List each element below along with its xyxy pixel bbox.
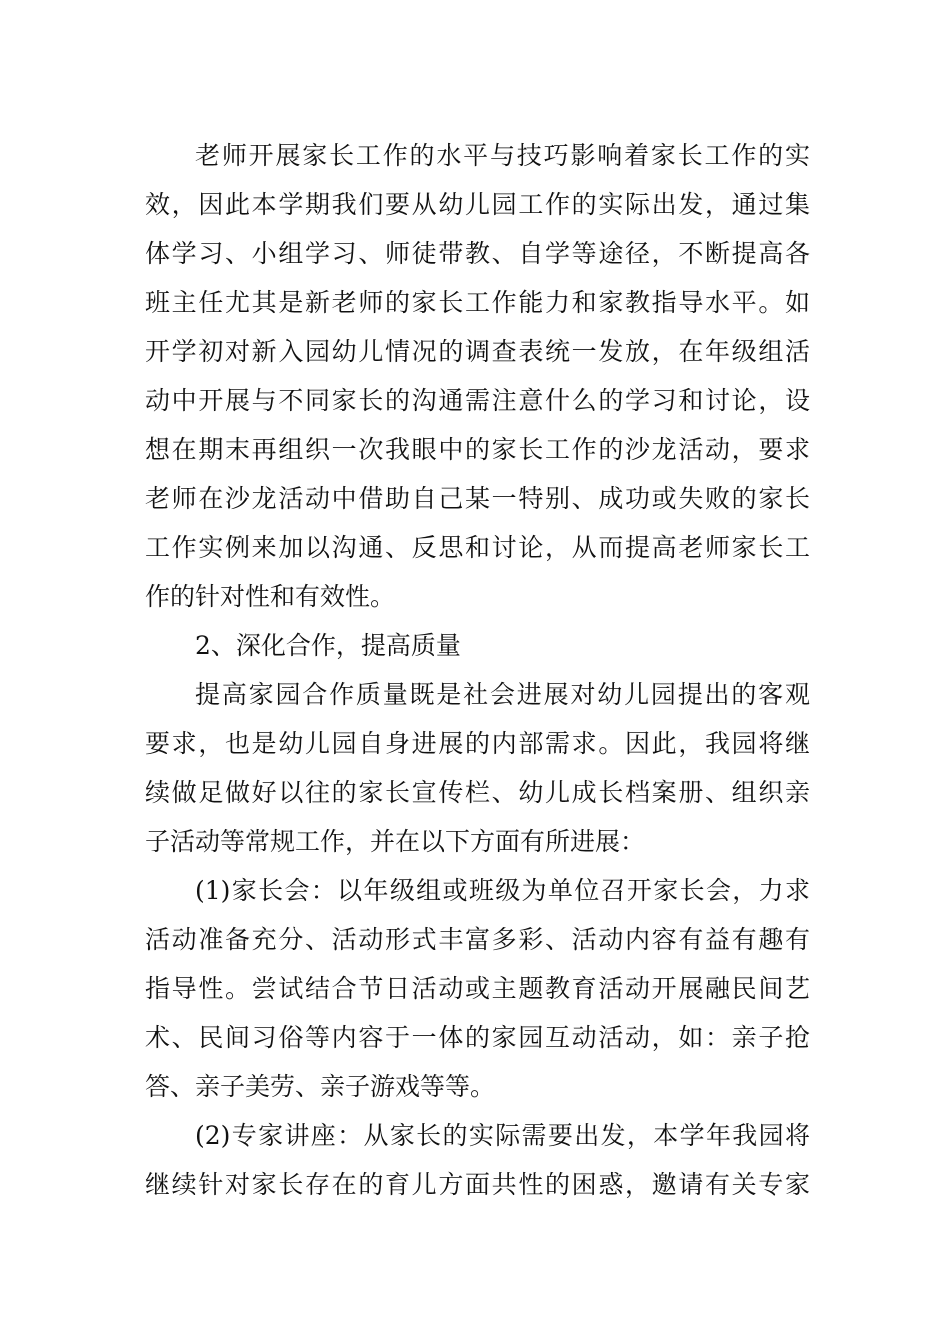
text-line: 作的针对性和有效性。 <box>145 582 396 611</box>
text-line: 老师开展家长工作的水平与技巧影响着家长工作的实 <box>195 141 810 170</box>
text-line: 老师在沙龙活动中借助自己某一特别、成功或失败的家长 <box>145 484 810 513</box>
text-line: 效，因此本学期我们要从幼儿园工作的实际出发，通过集 <box>145 190 810 219</box>
text-line: 指导性。尝试结合节日活动或主题教育活动开展融民间艺 <box>145 974 810 1003</box>
text-line: 要求，也是幼儿园自身进展的内部需求。因此，我园将继 <box>145 729 810 758</box>
text-line: 活动准备充分、活动形式丰富多彩、活动内容有益有趣有 <box>145 925 810 954</box>
text-line: 继续针对家长存在的育儿方面共性的困惑，邀请有关专家 <box>145 1170 810 1199</box>
text-line: (1)家长会：以年级组或班级为单位召开家长会，力求 <box>195 876 810 905</box>
text-line: 答、亲子美劳、亲子游戏等等。 <box>145 1072 496 1101</box>
body-text <box>145 131 810 1209</box>
text-line: 班主任尤其是新老师的家长工作能力和家教指导水平。如 <box>145 288 810 317</box>
text-line: 提高家园合作质量既是社会进展对幼儿园提出的客观 <box>195 680 810 709</box>
text-line: 工作实例来加以沟通、反思和讨论，从而提高老师家长工 <box>145 533 810 562</box>
text-line: 续做足做好以往的家长宣传栏、幼儿成长档案册、组织亲 <box>145 778 810 807</box>
text-line: 子活动等常规工作，并在以下方面有所进展： <box>145 827 646 856</box>
section-heading: 2、深化合作，提高质量 <box>195 631 461 660</box>
text-line: 动中开展与不同家长的沟通需注意什么的学习和讨论，设 <box>145 386 810 415</box>
text-line: (2)专家讲座：从家长的实际需要出发，本学年我园将 <box>195 1121 810 1150</box>
text-line: 想在期末再组织一次我眼中的家长工作的沙龙活动，要求 <box>145 435 810 464</box>
text-line: 开学初对新入园幼儿情况的调查表统一发放，在年级组活 <box>145 337 810 366</box>
text-line: 术、民间习俗等内容于一体的家园互动活动，如：亲子抢 <box>145 1023 810 1052</box>
text-line: 体学习、小组学习、师徒带教、自学等途径，不断提高各 <box>145 239 810 268</box>
